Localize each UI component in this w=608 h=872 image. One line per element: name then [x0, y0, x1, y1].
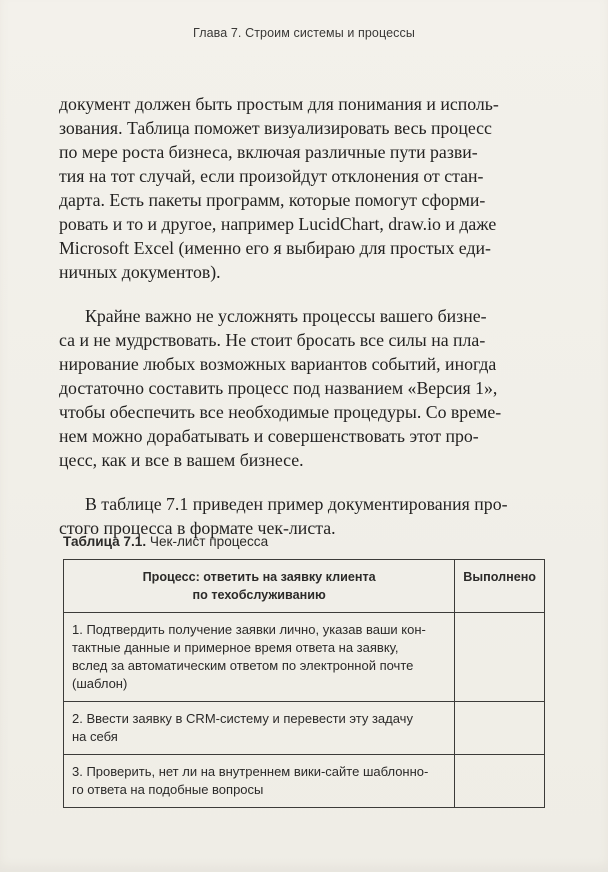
paragraph-2 [59, 304, 545, 472]
process-checklist-table [63, 559, 545, 808]
text-line: зования. Таблица поможет визуализировать весь процесс [59, 118, 492, 138]
table-caption-number: Таблица 7.1. [63, 534, 147, 549]
text-line: Microsoft Excel (именно его я выбираю для простых еди- [59, 238, 491, 258]
text-line: тия на тот случай, если произойдут отклонения от стан- [59, 166, 484, 186]
text-line: документ должен быть простым для понимания и исполь- [59, 94, 499, 114]
table-row [64, 702, 545, 755]
done-cell [455, 755, 545, 808]
table-header-row [64, 560, 545, 613]
table-caption-text: Чек-лист процесса [149, 534, 269, 549]
text-line: Крайне важно не усложнять процессы вашего бизне- [85, 306, 487, 326]
step-line: тактные данные и примерное время ответа на заявку, [72, 640, 399, 655]
step-cell [64, 755, 455, 808]
text-line: нирование любых возможных вариантов событий, иногда [59, 354, 497, 374]
table-caption [63, 534, 268, 549]
step-line: на себя [72, 729, 118, 744]
step-line: 1. Подтвердить получение заявки лично, указав ваши кон- [72, 622, 426, 637]
body-text [59, 92, 545, 560]
step-line: го ответа на подобные вопросы [72, 782, 264, 797]
step-cell [64, 613, 455, 702]
column-header-process [64, 560, 455, 613]
table-row [64, 613, 545, 702]
text-line: цесс, как и все в вашем бизнесе. [59, 450, 304, 470]
paragraph-1 [59, 92, 545, 284]
running-header: Глава 7. Строим системы и процессы [193, 26, 415, 40]
step-line: 2. Ввести заявку в CRM-систему и перевести эту задачу [72, 711, 413, 726]
table-row [64, 755, 545, 808]
step-cell [64, 702, 455, 755]
header-line: по техобслуживанию [192, 588, 326, 602]
text-line: по мере роста бизнеса, включая различные пути разви- [59, 142, 478, 162]
text-line: дарта. Есть пакеты программ, которые помогут сформи- [59, 190, 486, 210]
paragraph-3 [59, 492, 545, 540]
done-cell [455, 702, 545, 755]
text-line: стого процесса в формате чек-листа. [59, 518, 336, 538]
text-line: В таблице 7.1 приведен пример документирования про- [85, 494, 508, 514]
header-line: Процесс: ответить на заявку клиента [142, 570, 376, 584]
step-line: вслед за автоматическим ответом по электронной почте [72, 658, 414, 673]
text-line: чтобы обеспечить все необходимые процедуры. Со време- [59, 402, 502, 422]
text-line: достаточно составить процесс под названием «Версия 1», [59, 378, 498, 398]
text-line: ровать и то и другое, например LucidChart, draw.io и даже [59, 214, 497, 234]
column-header-done: Выполнено [455, 560, 545, 613]
step-line: (шаблон) [72, 676, 128, 691]
text-line: нем можно дорабатывать и совершенствовать этот про- [59, 426, 479, 446]
text-line: са и не мудрствовать. Не стоит бросать все силы на пла- [59, 330, 486, 350]
step-line: 3. Проверить, нет ли на внутреннем вики-сайте шаблонно- [72, 764, 429, 779]
text-line: ничных документов). [59, 262, 221, 282]
done-cell [455, 613, 545, 702]
